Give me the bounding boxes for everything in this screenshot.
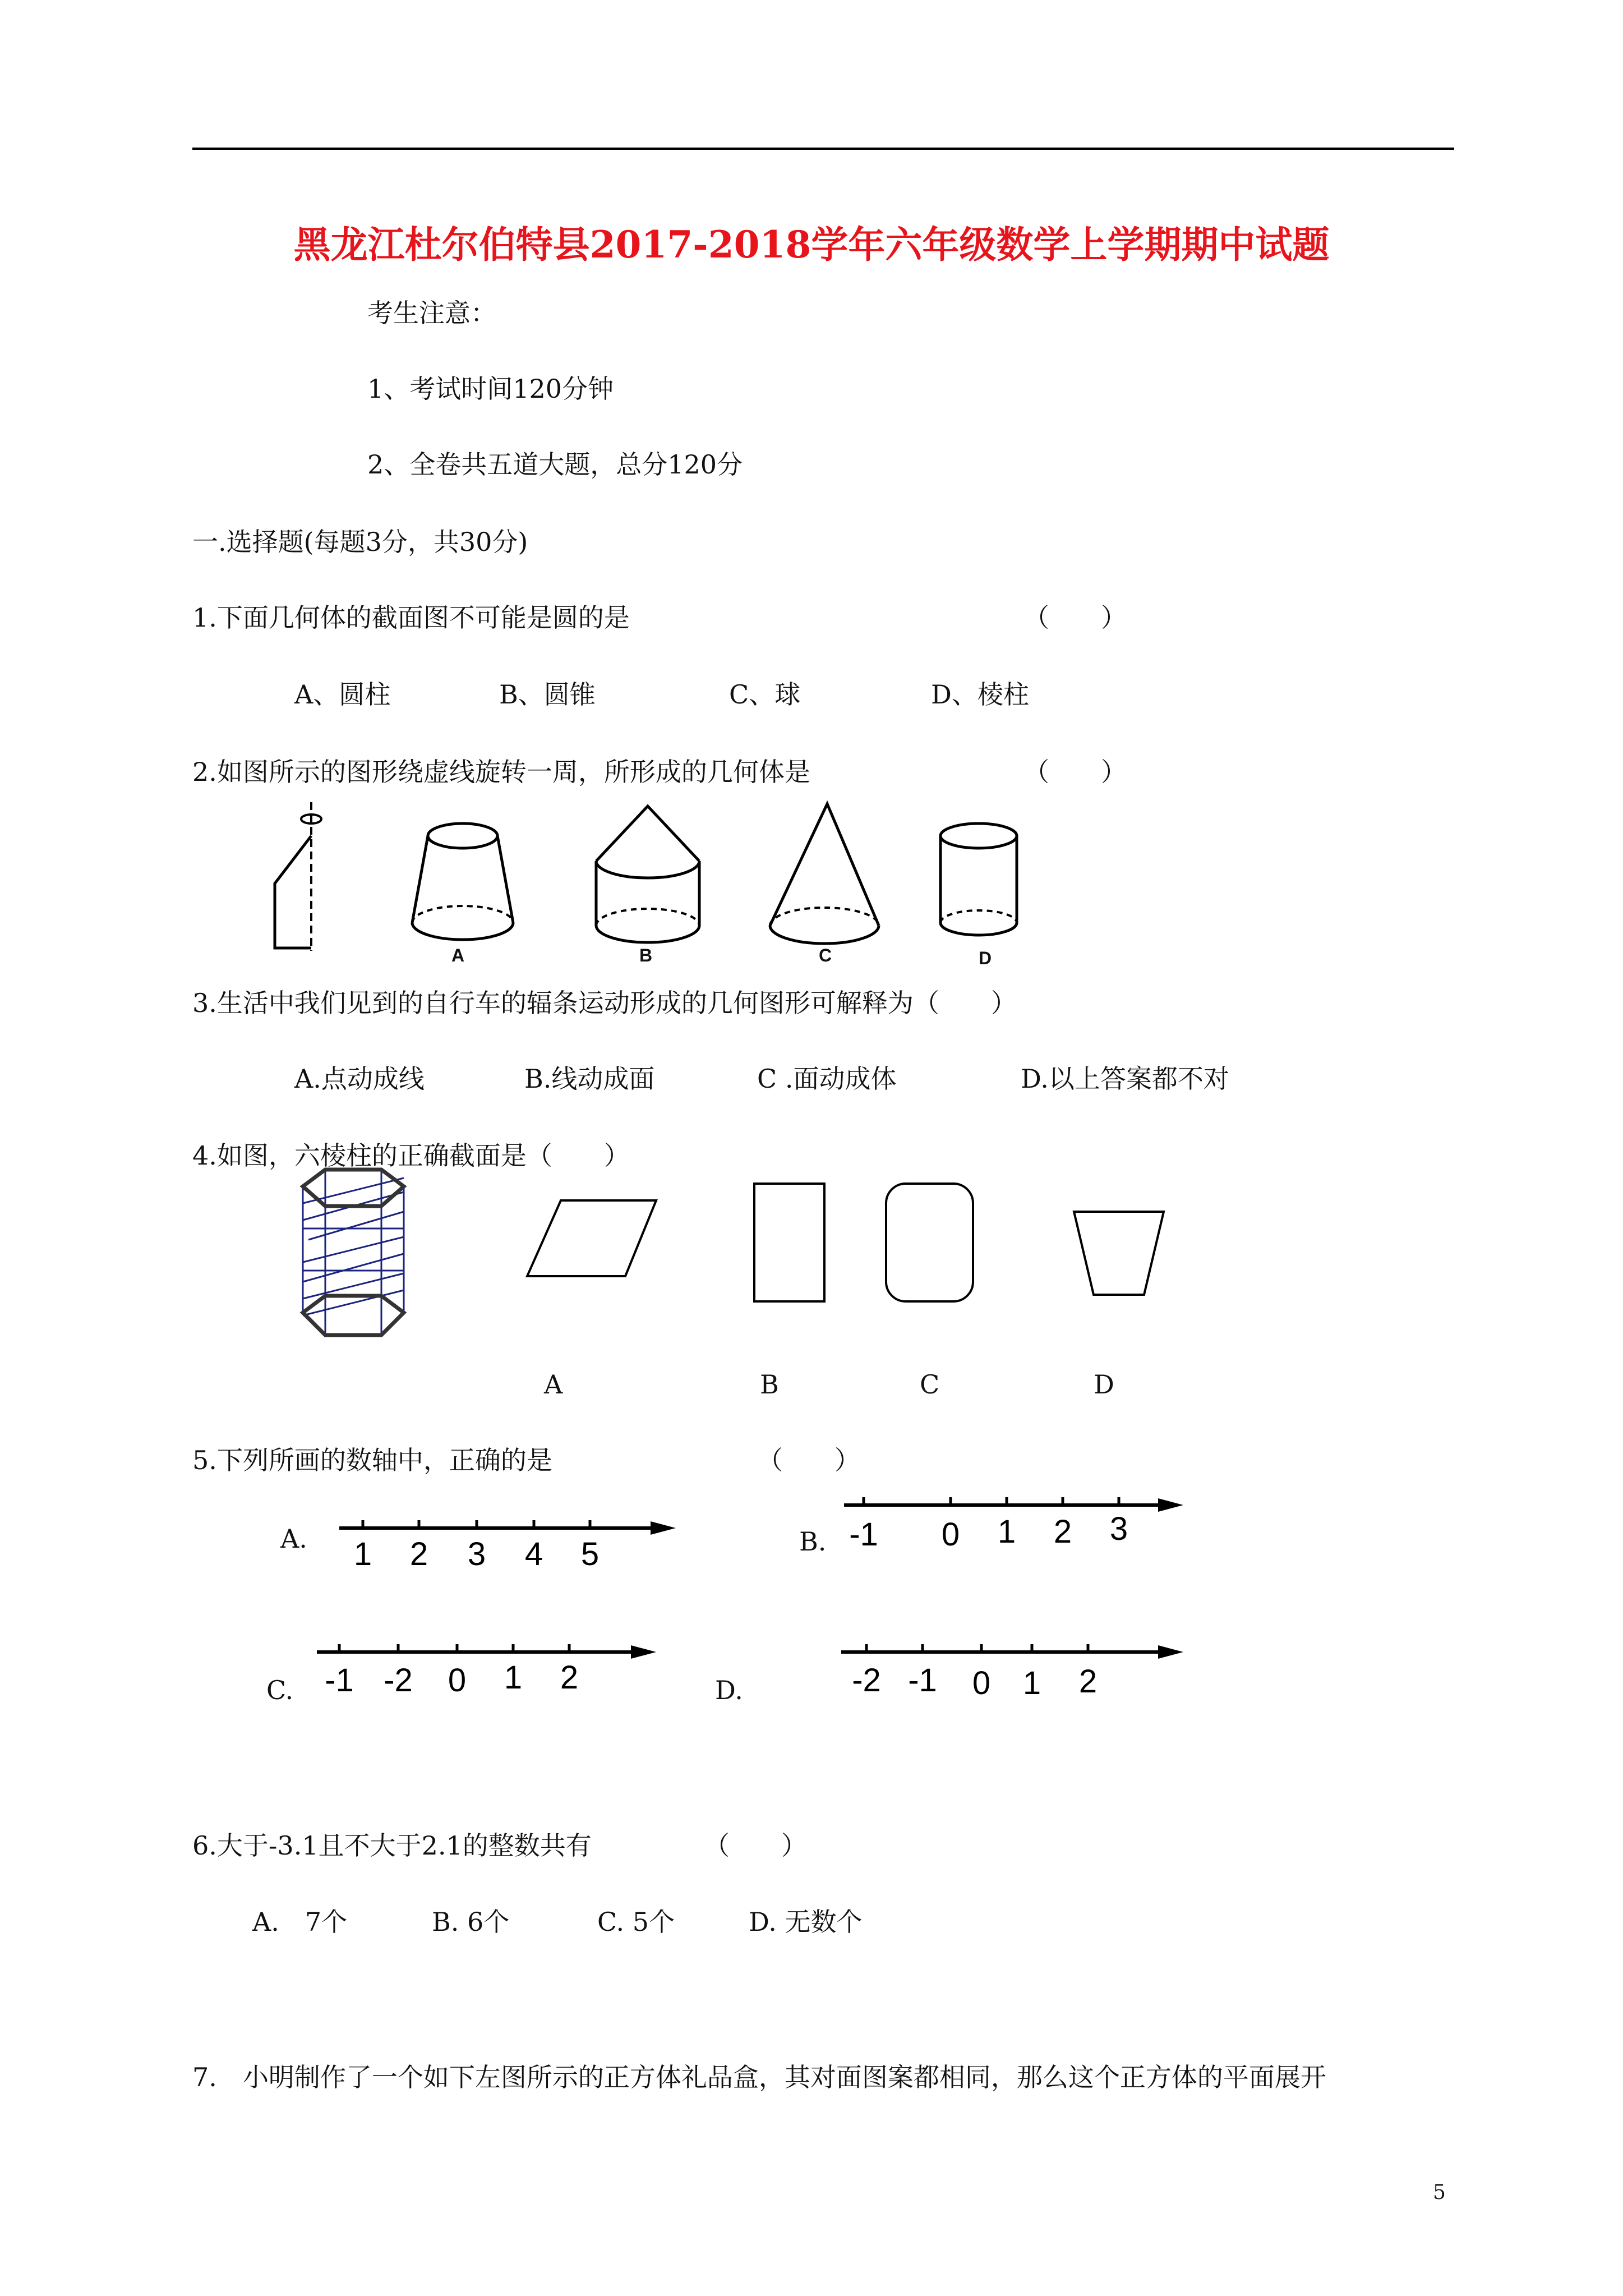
axis-b-tick-label: 3 <box>1109 1511 1128 1547</box>
page-title: 黑龙江杜尔伯特县2017-2018学年六年级数学上学期期中试题 <box>293 223 1330 266</box>
axis-d-label: D. <box>715 1675 743 1705</box>
q6-answer-bracket: （ ） <box>704 1830 807 1861</box>
q2-stem: 2.如图所示的图形绕虚线旋转一周，所形成的几何体是 <box>192 757 810 787</box>
q1-stem: 1.下面几何体的截面图不可能是圆的是 <box>192 602 630 633</box>
q6-option-c: C. 5个 <box>597 1907 675 1937</box>
rectangle-option-b <box>751 1181 830 1310</box>
q5-answer-bracket: （ ） <box>757 1445 860 1475</box>
hexagonal-prism-figure <box>292 1161 421 1352</box>
axis-b-tick-label: 2 <box>1053 1513 1072 1550</box>
q1-option-c: C、球 <box>729 679 801 710</box>
figure-label-a: A <box>451 945 465 965</box>
notice-heading: 考生注意： <box>367 298 496 328</box>
axis-c-tick-label: 2 <box>560 1659 579 1696</box>
axis-b-tick-label: 1 <box>997 1513 1016 1550</box>
q6-option-d: D. 无数个 <box>749 1907 863 1937</box>
q3-option-a: A.点动成线 <box>294 1064 425 1094</box>
figure-label-b: B <box>639 945 653 965</box>
axis-a-tick-label: 5 <box>580 1536 600 1572</box>
axis-c-tick-label: 1 <box>504 1659 523 1696</box>
q6-option-a: A. 7个 <box>252 1907 348 1937</box>
q4-label-a: A <box>544 1369 563 1400</box>
q6-stem: 6.大于-3.1且不大于2.1的整数共有 <box>192 1830 592 1861</box>
trapezoid-option-d <box>1071 1206 1169 1301</box>
number-line-d <box>838 1630 1192 1703</box>
cylinder-figure-d <box>937 819 1026 948</box>
number-line-b <box>841 1484 1195 1557</box>
axis-d-tick-label: -2 <box>852 1662 881 1699</box>
axis-c-tick-label: -1 <box>325 1662 354 1699</box>
q1-option-b: B、圆锥 <box>499 679 596 710</box>
section-heading: 一.选择题(每题3分，共30分) <box>192 527 528 557</box>
q4-label-b: B <box>760 1369 779 1400</box>
page-number: 5 <box>1433 2181 1446 2204</box>
notice-item-2: 2、全卷共五道大题，总分120分 <box>367 449 743 480</box>
q3-option-d: D.以上答案都不对 <box>1021 1064 1229 1094</box>
q1-answer-bracket: （ ） <box>1023 602 1127 633</box>
axis-d-tick-label: 1 <box>1022 1665 1041 1701</box>
q1-option-a: A、圆柱 <box>294 679 391 710</box>
axis-b-tick-label: -1 <box>849 1516 878 1553</box>
axis-a-tick-label: 2 <box>409 1536 428 1572</box>
axis-c-tick-label: 0 <box>448 1662 467 1699</box>
axis-c-tick-label: -2 <box>384 1662 413 1699</box>
q3-option-b: B.线动成面 <box>524 1064 655 1094</box>
q3-option-c: C .面动成体 <box>757 1064 897 1094</box>
header-rule <box>192 148 1454 150</box>
axis-c-label: C. <box>266 1675 294 1705</box>
number-line-c <box>314 1630 662 1703</box>
q4-stem: 4.如图，六棱柱的正确截面是（ ） <box>192 1140 630 1171</box>
axis-b-label: B. <box>799 1526 827 1557</box>
axis-a-tick-label: 1 <box>353 1536 372 1572</box>
figure-label-c: C <box>819 945 832 965</box>
number-line-a <box>336 1509 684 1576</box>
q2-answer-bracket: （ ） <box>1023 757 1127 787</box>
notice-item-1: 1、考试时间120分钟 <box>367 374 614 404</box>
q4-label-c: C <box>920 1369 940 1400</box>
cone-figure-c <box>766 799 889 956</box>
q7-stem: 7. 小明制作了一个如下左图所示的正方体礼品盒，其对面图案都相同，那么这个正方体的平面展开 <box>192 2062 1326 2092</box>
parallelogram-option-a <box>522 1195 667 1290</box>
q5-stem: 5.下列所画的数轴中，正确的是 <box>192 1445 552 1475</box>
q6-option-b: B. 6个 <box>432 1907 510 1937</box>
q3-stem: 3.生活中我们见到的自行车的辐条运动形成的几何图形可解释为（ ） <box>192 988 1017 1018</box>
axis-a-tick-label: 4 <box>524 1536 543 1572</box>
frustum-figure-a <box>407 816 530 956</box>
axis-b-tick-label: 0 <box>941 1516 960 1553</box>
axis-a-label: A. <box>280 1524 307 1554</box>
q4-label-d: D <box>1094 1369 1114 1400</box>
axis-d-tick-label: -1 <box>908 1662 937 1699</box>
axis-d-tick-label: 0 <box>972 1665 991 1701</box>
figure-label-d: D <box>979 948 992 968</box>
rotation-shape-figure <box>258 794 359 956</box>
cone-cylinder-figure-b <box>592 799 715 956</box>
rounded-rectangle-option-c <box>883 1181 979 1310</box>
q1-option-d: D、棱柱 <box>931 679 1029 710</box>
axis-d-tick-label: 2 <box>1078 1663 1098 1700</box>
axis-a-tick-label: 3 <box>467 1536 486 1572</box>
